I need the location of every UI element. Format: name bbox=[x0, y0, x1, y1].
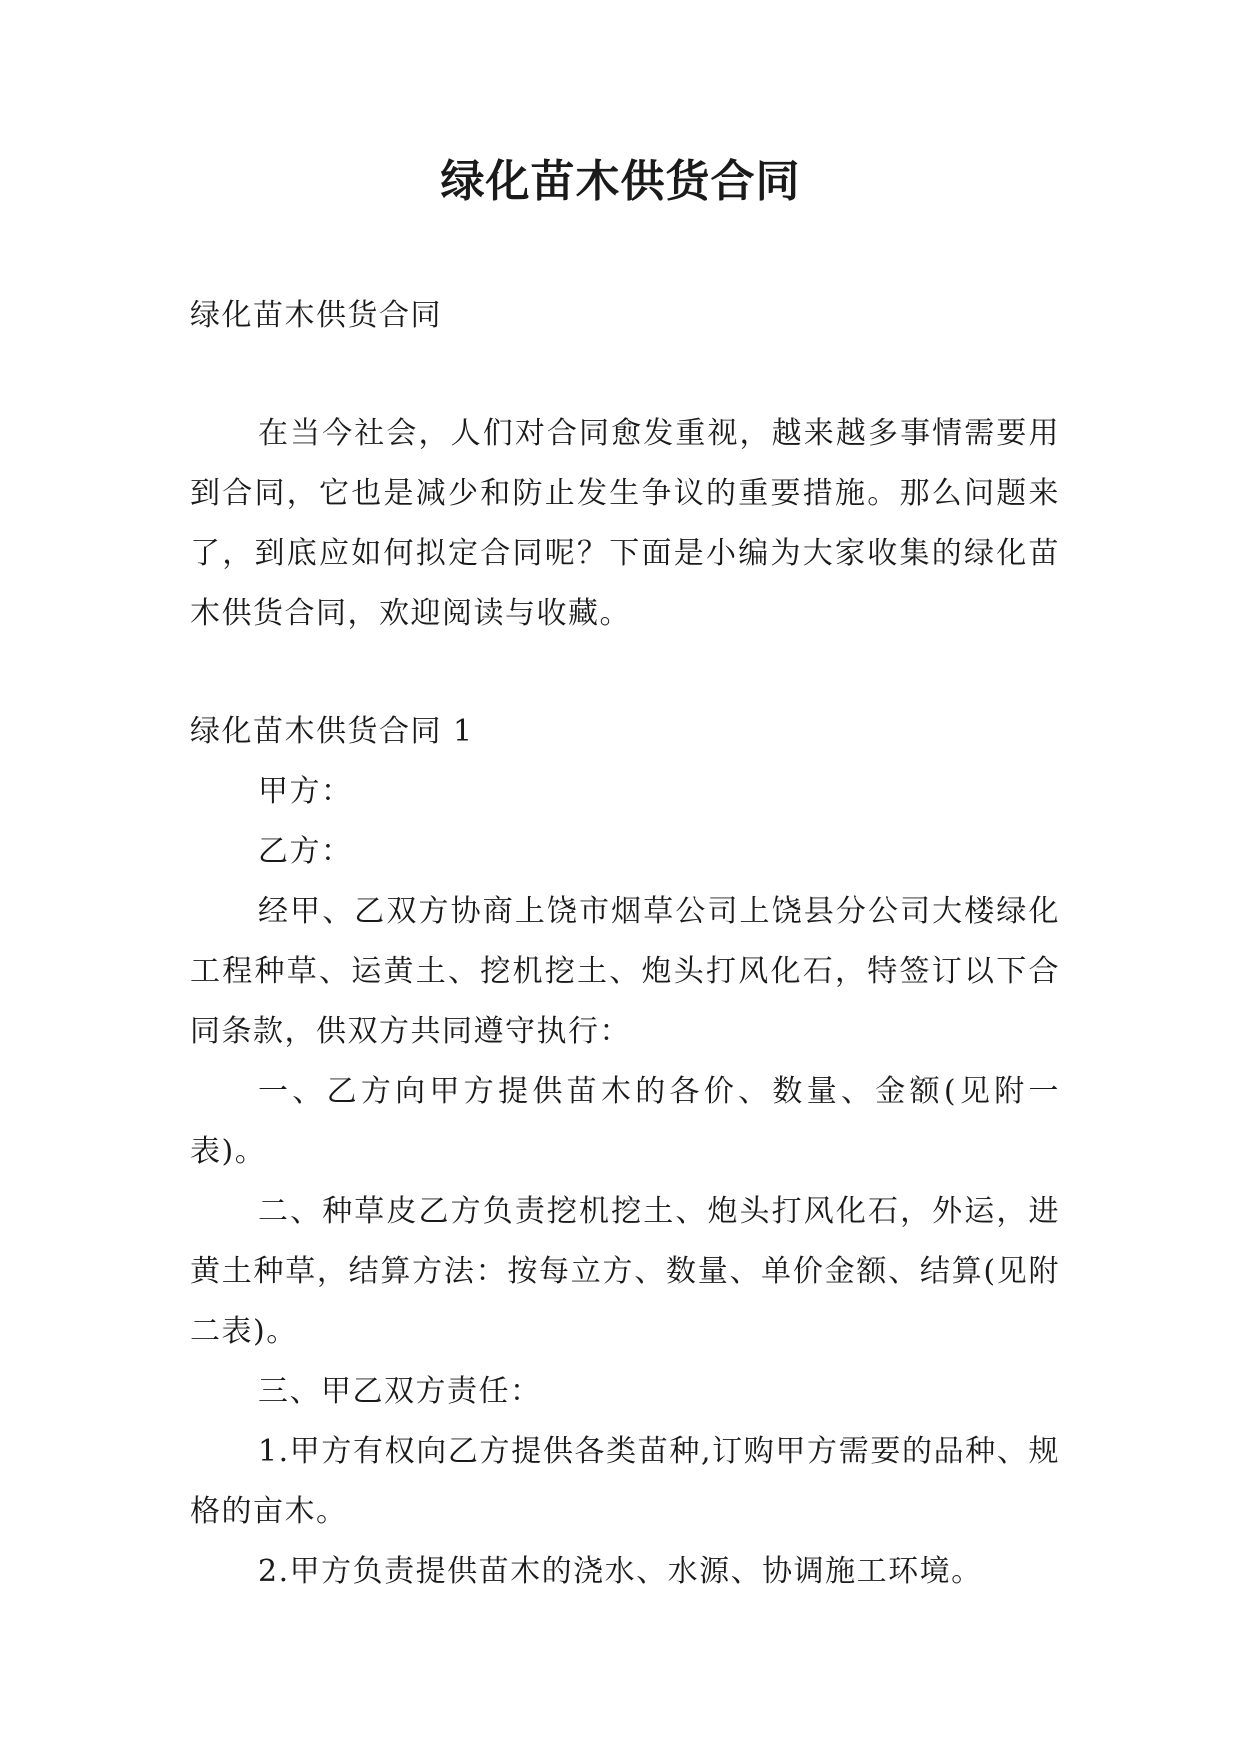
document-body bbox=[190, 286, 1060, 1602]
agreement-paragraph: 经甲、乙双方协商上饶市烟草公司上饶县分公司大楼绿化工程种草、运黄土、挖机挖土、炮头打风化石，特签订以下合同条款，供双方共同遵守执行： bbox=[190, 894, 1060, 1049]
clause-three: 三、甲乙双方责任： bbox=[258, 1374, 542, 1409]
clause-two: 二、种草皮乙方负责挖机挖土、炮头打风化石，外运，进黄土种草，结算方法：按每立方、数量、单价金额、结算(见附二表)。 bbox=[190, 1194, 1060, 1349]
document-subtitle: 绿化苗木供货合同 bbox=[190, 298, 442, 333]
section-heading: 绿化苗木供货合同 1 bbox=[190, 714, 474, 749]
intro-paragraph: 在当今社会，人们对合同愈发重视，越来越多事情需要用到合同，它也是减少和防止发生争议的重要措施。那么问题来了，到底应如何拟定合同呢？下面是小编为大家收集的绿化苗木供货合同，欢迎阅读与收藏。 bbox=[190, 416, 1060, 631]
document-title: 绿化苗木供货合同 bbox=[440, 156, 801, 207]
party-a-label: 甲方： bbox=[258, 774, 353, 809]
party-b-label: 乙方： bbox=[258, 834, 353, 869]
responsibility-item-two: 2.甲方负责提供苗木的浇水、水源、协调施工环境。 bbox=[258, 1554, 983, 1589]
clause-one: 一、乙方向甲方提供苗木的各价、数量、金额(见附一表)。 bbox=[190, 1074, 1060, 1169]
responsibility-item-one: 1.甲方有权向乙方提供各类苗种,订购甲方需要的品种、规格的亩木。 bbox=[190, 1434, 1060, 1529]
